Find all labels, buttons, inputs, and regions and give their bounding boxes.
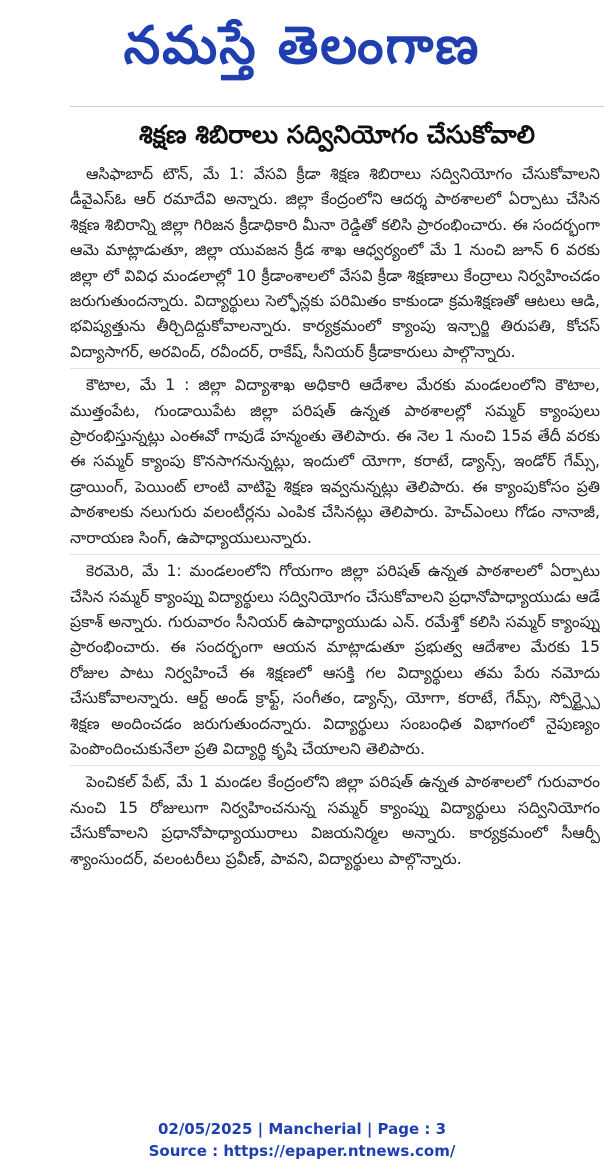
article-paragraph-kautala: కౌటాల, మే 1 : జిల్లా విద్యాశాఖ అధికారి ఆదేశాల మేరకు మండలంలోని కౌటాల, ముత్తంపేట, గుండాయిపేట జిల్లా పరిషత్ ఉన్నత పాఠశాలల్లో సమ్మర్ క్యాంపులు ప్రారంభిస్తున్నట్లు ఎంఈవో గావుడే హన్మంతు తెలిపారు. ఈ నెల 1 నుంచి 15వ తేదీ వరకు ఈ సమ్మర్ క్యాంపు కొనసాగనున్నట్లు, ఇందులో యోగా, కరాటే, డ్యాన్స్, ఇండోర్ గేమ్స్, డ్రాయింగ్, పెయింట్ లాంటి వాటిపై శిక్షణ ఇవ్వనున్నట్లు తెలిపారు. ఈ క్యాంపుకోసం ప్రతి పాఠశాలకు నలుగురు వలంటీర్లను ఎంపిక చేసినట్లు తెలిపారు. హెచ్ఎంలు గోడం నానాజీ, నారాయణ సింగ్, ఉపాధ్యాయులున్నారు. bbox=[70, 376, 600, 547]
article-headline: శిక్షణ శిబిరాలు సద్వినియోగం చేసుకోవాలి bbox=[139, 120, 535, 149]
source-link[interactable]: Source : https://epaper.ntnews.com/ bbox=[148, 1142, 456, 1160]
edition-info: 02/05/2025 | Mancherial | Page : 3 bbox=[157, 1120, 447, 1138]
article-paragraph-penchikalpet: పెంచికల్ పేట్, మే 1 మండల కేంద్రంలోని జిల్లా పరిషత్ ఉన్నత పాఠశాలలో గురువారం నుంచి 15 రోజులుగా నిర్వహించనున్న సమ్మర్ క్యాంప్ను విద్యార్థులు సద్వినియోగం చేసుకోవాలని ప్రధానోపాధ్యాయురాలు విజయనిర్మల అన్నారు. కార్యక్రమంలో సీఆర్పీ శ్యాంసుందర్, వలంటరీలు ప్రవీణ్, పావని, విద్యార్థులు పాల్గొన్నారు. bbox=[70, 773, 600, 868]
paragraph-divider bbox=[70, 368, 600, 369]
masthead-divider bbox=[70, 106, 604, 107]
paragraph-divider bbox=[70, 554, 600, 555]
article-paragraph-kerameri: కెరమెరి, మే 1: మండలంలోని గోయగాం జిల్లా పరిషత్ ఉన్నత పాఠశాలలో ఏర్పాటు చేసిన సమ్మర్ క్యాంప్ను విద్యార్థులు సద్వినియోగం చేసుకోవాలని ప్రధానోపాధ్యాయుడు ఆడే ప్రకాశ్ అన్నారు. గురువారం సీనియర్ ఉపాధ్యాయుడు ఎన్. రమేశ్తో కలిసి సమ్మర్ క్యాంప్ను ప్రారంభించారు. ఈ సందర్భంగా ఆయన మాట్లాడుతూ ప్రభుత్వ ఆదేశాల మేరకు 15 రోజుల పాటు నిర్వహించే ఈ శిక్షణలో ఆసక్తి గల విద్యార్థులు తమ పేరు నమోదు చేసుకోవాలన్నారు. ఆర్ట్ అండ్ క్రాఫ్ట్, సంగీతం, డ్యాన్స్, యోగా, కరాటే, గేమ్స్, స్పోర్ట్స్పై శిక్షణ అందించడం జరుగుతుందన్నారు. విద్యార్థులు సంబంధిత విభాగంలో నైపుణ్యం పెంపొందించుకునేలా ప్రతి విద్యార్థి కృషి చేయాలని తెలిపారు. bbox=[70, 562, 600, 758]
newspaper-masthead bbox=[0, 6, 604, 86]
article-paragraph-asifabad: ఆసిఫాబాద్ టౌన్, మే 1: వేసవి క్రీడా శిక్షణ శిబిరాలు సద్వినియోగం చేసుకోవాలని డీవైఎస్ఓ ఆర్ రమాదేవి అన్నారు. జిల్లా కేంద్రంలోని ఆదర్శ పాఠశాలలో ఏర్పాటు చేసిన శిక్షణ శిబిరాన్ని జిల్లా గిరిజన క్రీడాధికారి మీనా రెడ్డితో కలిసి ప్రారంభించారు. ఈ సందర్భంగా ఆమె మాట్లాడుతూ, జిల్లా యువజన క్రీడ శాఖ ఆధ్వర్యంలో మే 1 నుంచి జూన్ 6 వరకు జిల్లా లో వివిధ మండలాల్లో 10 క్రీడాంశాలలో వేసవి క్రీడా శిక్షణాలు కేంద్రాలు నిర్వహించడం జరుగుతుందన్నారు. విద్యార్థులు సెల్ఫోన్లకు పరిమితం కాకుండా క్రమశిక్షణతో ఆటలు ఆడి, భవిష్యత్తును తీర్చిదిద్దుకోవాలన్నారు. కార్యక్రమంలో క్యాంపు ఇన్చార్జి తిరుపతి, కోచస్ విద్యాసాగర్, అరవింద్, రవీందర్, రాకేష్, సీనియర్ క్రీడాకారులు పాల్గొన్నారు. bbox=[70, 165, 600, 361]
article-body bbox=[70, 162, 600, 1100]
paragraph-divider bbox=[70, 765, 600, 766]
masthead-title: నమస్తే తెలంగాణ bbox=[123, 16, 481, 76]
